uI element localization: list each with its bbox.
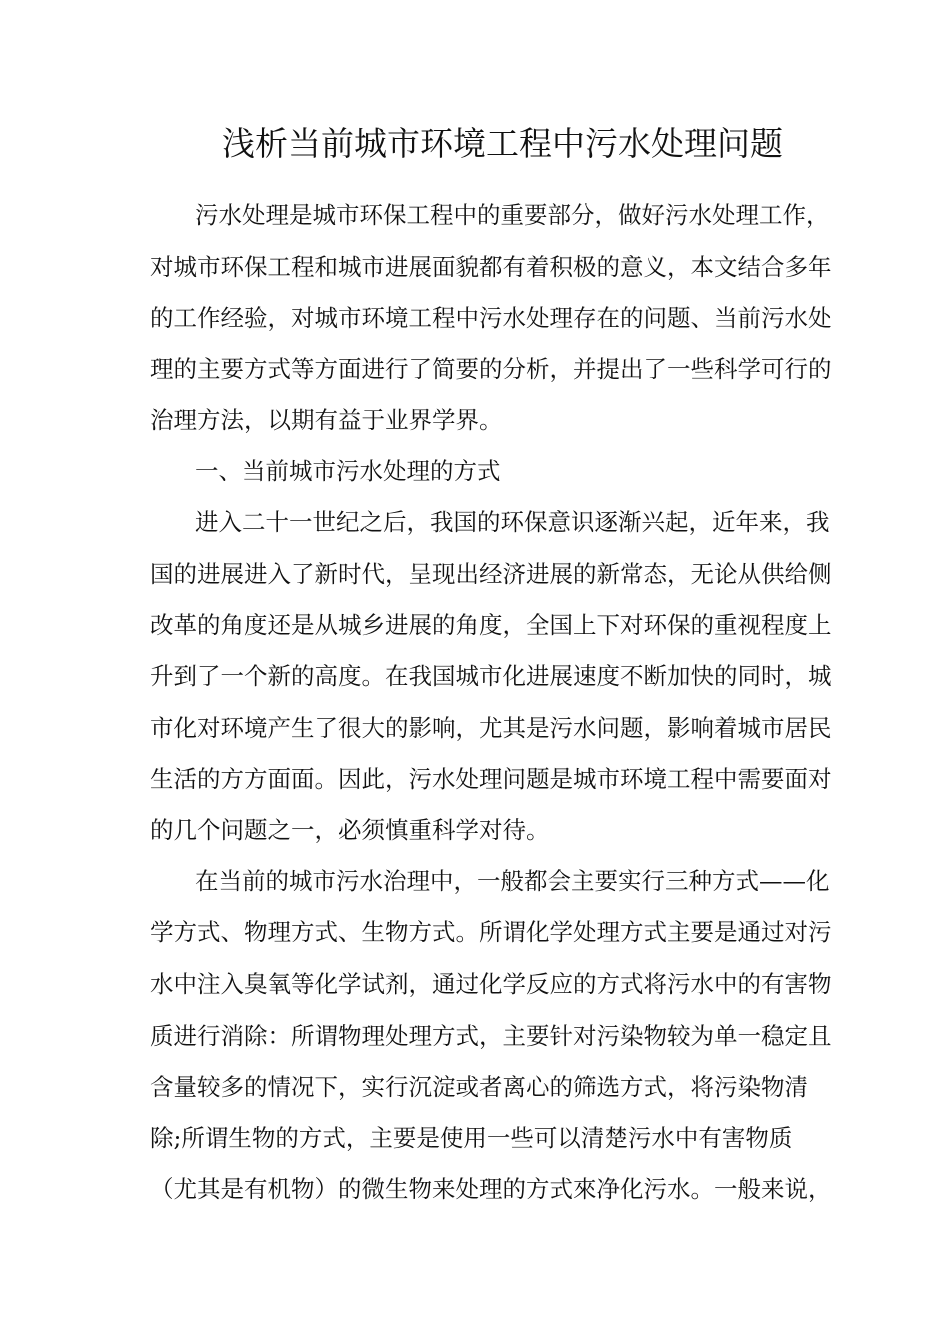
paragraph-line: 国的进展进入了新时代，呈现出经济进展的新常态，无论从供给侧	[150, 560, 832, 588]
paragraph-line: 理的主要方式等方面进行了简要的分析，并提出了一些科学可行的	[150, 355, 832, 383]
paragraph-line: 含量较多的情况下，实行沉淀或者离心的筛选方式，将污染物清	[150, 1073, 808, 1101]
paragraph-line: 对城市环保工程和城市进展面貌都有着积极的意义，本文结合多年	[150, 253, 832, 281]
paragraph-line: 治理方法，以期有益于业界学界。	[150, 406, 503, 434]
paragraph-line: 在当前的城市污水治理中，一般都会主要实行三种方式——化	[195, 867, 830, 895]
paragraph-line: 水中注入臭氧等化学试剂，通过化学反应的方式将污水中的有害物	[150, 970, 832, 998]
paragraph-line: 进入二十一世纪之后，我国的环保意识逐渐兴起，近年来，我	[195, 508, 830, 536]
paragraph-line: 市化对环境产生了很大的影响，尤其是污水问题，影响着城市居民	[150, 714, 832, 742]
paragraph-line: 改革的角度还是从城乡进展的角度，全国上下对环保的重视程度上	[150, 611, 832, 639]
paragraph-line: 的几个问题之一，必须慎重科学对待。	[150, 816, 550, 844]
paragraph-line: （尤其是有机物）的微生物来处理的方式來净化污水。一般来说，	[150, 1175, 832, 1203]
paragraph-line: 除;所谓生物的方式，主要是使用一些可以清楚污水中有害物质	[150, 1124, 793, 1152]
paragraph-line: 生活的方方面面。因此，污水处理问题是城市环境工程中需要面对	[150, 765, 832, 793]
paragraph-line: 学方式、物理方式、生物方式。所谓化学处理方式主要是通过对污	[150, 918, 832, 946]
section-heading: 一、当前城市污水处理的方式	[195, 457, 501, 485]
paragraph-line: 的工作经验，对城市环境工程中污水处理存在的问题、当前污水处	[150, 304, 832, 332]
paragraph-line: 污水处理是城市环保工程中的重要部分，做好污水处理工作，	[195, 201, 830, 229]
document-title: 浅析当前城市环境工程中污水处理问题	[222, 124, 783, 163]
paragraph-line: 升到了一个新的高度。在我国城市化进展速度不断加快的同时，城	[150, 662, 832, 690]
paragraph-line: 质进行消除：所谓物理处理方式，主要针对污染物较为单一稳定且	[150, 1022, 832, 1050]
